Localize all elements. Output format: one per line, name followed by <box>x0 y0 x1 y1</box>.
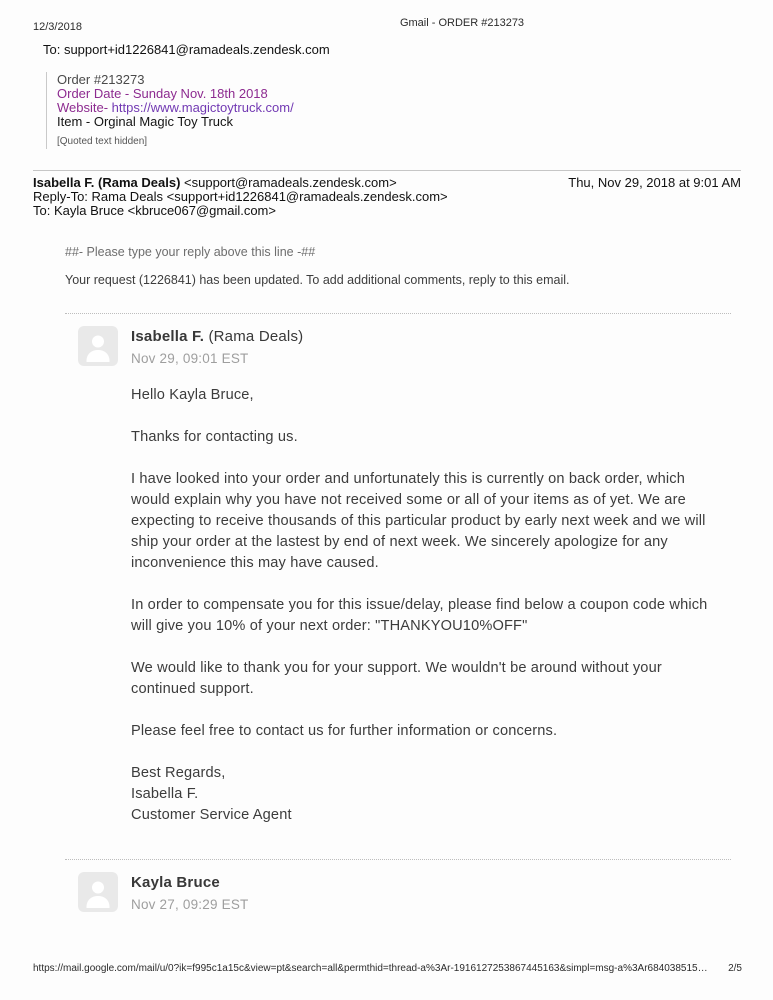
author-line <box>131 874 248 891</box>
print-footer <box>33 963 742 974</box>
avatar <box>78 326 118 366</box>
quoted-text-hidden: [Quoted text hidden] <box>57 136 148 147</box>
paragraph-backorder <box>131 469 741 574</box>
author-org: (Rama Deals) <box>204 328 304 345</box>
message-timestamp: Nov 29, 09:01 EST <box>131 351 249 366</box>
body-line: continued support. <box>131 681 254 697</box>
order-date: Order Date - Sunday Nov. 18th 2018 <box>57 86 268 101</box>
message-author-block <box>78 872 741 912</box>
body-line: Isabella F. <box>131 786 199 802</box>
print-date: 12/3/2018 <box>33 21 82 33</box>
ticket-update-notice: Your request (1226841) has been updated. To add additional comments, reply to this email. <box>65 273 570 287</box>
body-line: I have looked into your order and unfortunately this is currently on back order, which <box>131 471 685 487</box>
author-name: Isabella F. <box>131 328 205 345</box>
reply-to-line: Reply-To: Rama Deals <support+id1226841@ramadeals.zendesk.com> <box>33 189 448 204</box>
message-timestamp: Nov 27, 09:29 EST <box>131 897 249 912</box>
sender-name: Isabella F. (Rama Deals) <box>33 175 181 190</box>
dotted-separator <box>65 313 731 314</box>
body-line: Thanks for contacting us. <box>131 429 298 445</box>
page-indicator: 2/5 <box>728 963 742 974</box>
website-link[interactable]: https://www.magictoytruck.com/ <box>111 100 294 115</box>
message-divider <box>33 170 741 171</box>
body-line: In order to compensate you for this issue/delay, please find below a coupon code which <box>131 597 708 613</box>
author-meta <box>131 326 303 366</box>
message-author-block <box>78 326 741 366</box>
paragraph-signature <box>131 763 741 826</box>
reply-header <box>33 176 741 218</box>
print-title: Gmail - ORDER #213273 <box>399 17 525 29</box>
body-line: would explain why you have not received some or all of your items as of yet. We are <box>131 492 686 508</box>
author-meta <box>131 872 248 912</box>
website-label: Website- <box>57 100 112 115</box>
message-date: Thu, Nov 29, 2018 at 9:01 AM <box>568 175 741 190</box>
to-line: To: Kayla Bruce <kbruce067@gmail.com> <box>33 203 276 218</box>
footer-url: https://mail.google.com/mail/u/0?ik=f995c1a15c&view=pt&search=all&permthid=thread-a%3Ar-1916127253867445163&simpl=msg-a%3Ar684038515… <box>33 963 708 974</box>
quoted-to-line: To: support+id1226841@ramadeals.zendesk.com <box>43 42 330 57</box>
avatar <box>78 872 118 912</box>
body-line: Hello Kayla Bruce, <box>131 387 254 403</box>
body-line: Best Regards, <box>131 765 226 781</box>
body-line: inconvenience this may have caused. <box>131 555 379 571</box>
paragraph-contact <box>131 721 741 742</box>
reply-above-marker: ##- Please type your reply above this line -## <box>65 245 316 259</box>
order-item: Item - Orginal Magic Toy Truck <box>57 114 234 129</box>
body-line: ship your order at the lastest by end of next week. We sincerely apologize for any <box>131 534 668 550</box>
website-line <box>57 101 741 115</box>
body-line: will give you 10% of your next order: "THANKYOU10%OFF" <box>131 618 528 634</box>
body-line: We would like to thank you for your support. We wouldn't be around without your <box>131 660 662 676</box>
print-header <box>33 0 741 31</box>
quoted-order-block <box>46 72 741 149</box>
paragraph-coupon <box>131 595 741 637</box>
paragraph-support <box>131 658 741 700</box>
person-icon <box>78 872 118 912</box>
body-line: Customer Service Agent <box>131 807 292 823</box>
message-body <box>131 385 741 826</box>
sender-email: <support@ramadeals.zendesk.com> <box>180 175 397 190</box>
person-icon <box>78 326 118 366</box>
from-line <box>33 176 397 190</box>
paragraph-greeting <box>131 385 741 406</box>
body-line: expecting to receive thousands of this particular product by early next week and we will <box>131 513 706 529</box>
dotted-separator <box>65 859 731 860</box>
author-line <box>131 328 303 345</box>
author-name: Kayla Bruce <box>131 874 220 891</box>
from-row <box>33 176 741 190</box>
order-number: Order #213273 <box>57 72 145 87</box>
paragraph-thanks <box>131 427 741 448</box>
body-line: Please feel free to contact us for further information or concerns. <box>131 723 558 739</box>
